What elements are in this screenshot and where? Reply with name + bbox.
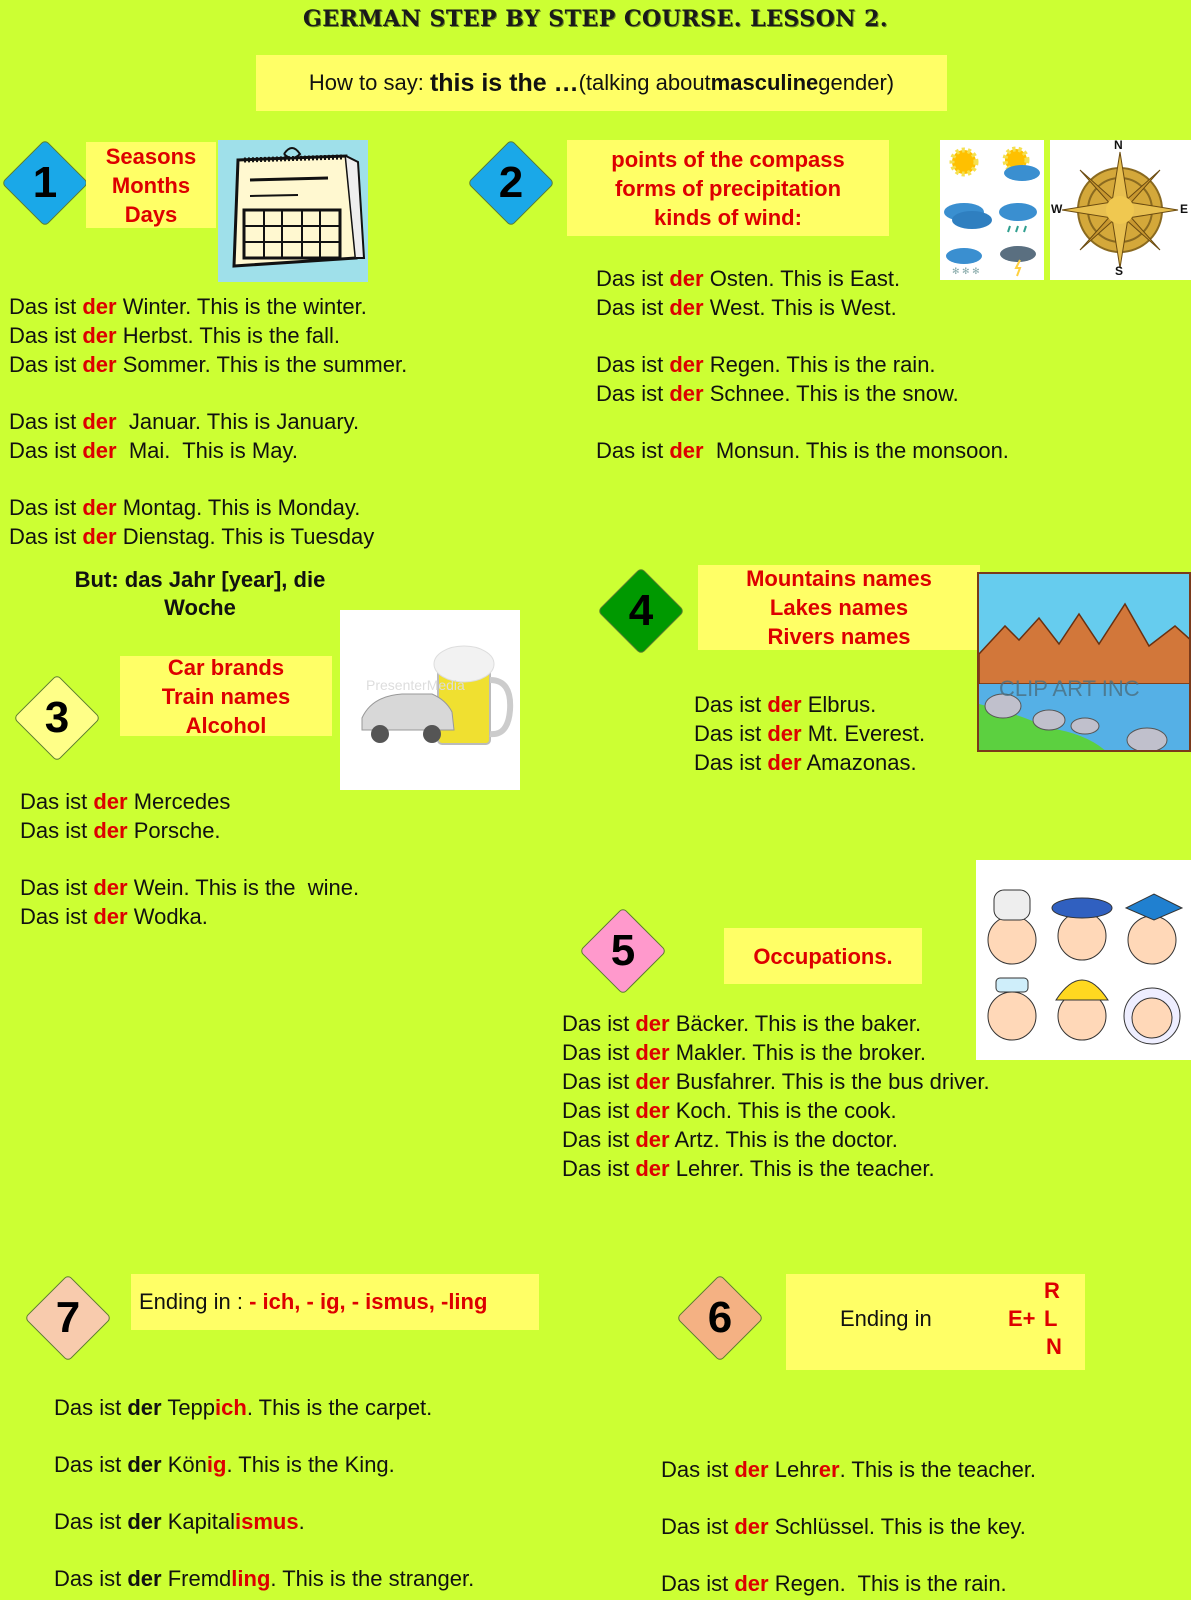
example-line: Das ist der Koch. This is the cook. [562,1098,897,1123]
section-1-examples [9,292,407,551]
example-line: Das ist der Bäcker. This is the baker. [562,1011,922,1036]
section-number: 3 [44,693,70,742]
example-line: Das ist der Winter. This is the winter. [9,294,367,319]
example-line: Das ist der Lehrer. This is the teacher. [661,1457,1037,1482]
example-line: Das ist der Amazonas. [694,750,917,775]
example-line: Das ist der Porsche. [20,818,221,843]
section-5-examples [562,1009,990,1183]
section-number: 4 [628,586,654,635]
compass-label-w: W [1051,202,1063,216]
car-beer-crash-image [340,610,520,790]
example-line: Das ist der Regen. This is the rain. [661,1571,1007,1596]
page-title: GERMAN STEP BY STEP COURSE. LESSON 2. [302,6,889,32]
subtitle-gender: masculine [710,70,819,95]
heading-months: Months [111,172,191,198]
watermark: PresenterMedia [366,677,465,693]
section-3-heading: Car brands Train names Alcohol [120,656,332,736]
firefighter-face [1056,980,1108,1040]
section-1-badge [0,138,90,228]
example-line: Das ist der Dienstag. This is Tuesday [9,524,375,549]
example-line: Das ist der Kapitalismus. [54,1509,305,1534]
weather-icons [940,140,1044,280]
section-4-examples [694,690,925,777]
example-line: Das ist der Mt. Everest. [694,721,926,746]
example-line: Das ist der Monsun. This is the monsoon. [596,438,1009,463]
heading-seasons: Seasons [105,143,197,169]
example-line: Das ist der Wein. This is the wine. [20,875,360,900]
compass-label-e: E [1180,202,1189,216]
example-line: Das ist der Mai. This is May. [9,438,298,463]
graduate-face [1126,894,1182,964]
section-2-heading: points of the compass forms of precipitation kinds of wind: [567,140,889,236]
subtitle-box [256,55,947,111]
section-number: 7 [55,1293,81,1342]
example-line: Das ist der Sommer. This is the summer. [9,352,408,377]
astronaut-face [1124,988,1180,1044]
example-line: Das ist der Schnee. This is the snow. [596,381,959,406]
section-5-badge [578,906,668,996]
section-7-heading: Ending in : - ich, - ig, - ismus, -ling [131,1274,539,1330]
section-7-badge [23,1273,113,1363]
example-line: Das ist der Lehrer. This is the teacher. [562,1156,935,1181]
example-line: Das ist der West. This is West. [596,295,897,320]
example-line: Das ist der Regen. This is the rain. [596,352,936,377]
example-line: Das ist der Makler. This is the broker. [562,1040,926,1065]
compass-label-s: S [1115,264,1124,278]
example-line: Das ist der Montag. This is Monday. [9,495,361,520]
section-6-heading: Ending in E+ R L N [786,1274,1085,1370]
section-number: 6 [707,1293,733,1342]
section-6-badge [675,1273,765,1363]
section-4-badge [596,566,686,656]
example-line: Das ist der Osten. This is East. [596,266,901,291]
section-1-heading [86,142,216,228]
example-line: Das ist der Fremdling. This is the stranger. [54,1566,475,1591]
example-line: Das ist der König. This is the King. [54,1452,395,1477]
subtitle-suffix: gender) [818,70,895,95]
police-face [1052,898,1112,960]
section-4-heading: Mountains names Lakes names Rivers names [698,565,980,650]
section-2-badge [466,138,556,228]
section-1-exception-note: But: das Jahr [year], die Woche [74,567,326,620]
example-line: Das ist der Herbst. This is the fall. [9,323,340,348]
example-line: Das ist der Elbrus. [694,692,877,717]
section-7-examples [54,1393,474,1593]
example-line: Das ist der Artz. This is the doctor. [562,1127,898,1152]
subtitle-prefix: How to say: [308,70,424,95]
example-line: Das ist der Mercedes [20,789,231,814]
example-line: Das ist der Busfahrer. This is the bus driver. [562,1069,990,1094]
nurse-face [988,978,1036,1040]
section-3-examples [20,787,359,931]
chef-face [988,890,1036,964]
section-number: 5 [610,926,636,975]
example-line: Das ist der Schlüssel. This is the key. [661,1514,1026,1539]
svg-text:✻ ✻ ✻: ✻ ✻ ✻ [952,266,980,276]
occupation-faces-image [976,860,1191,1060]
example-line: Das ist der Teppich. This is the carpet. [54,1395,433,1420]
example-line: Das ist der Wodka. [20,904,208,929]
section-number: 2 [498,158,524,207]
section-3-badge [12,673,102,763]
subtitle-phrase: this is the … [429,68,579,97]
compass-label-n: N [1114,138,1123,152]
subtitle-middle: (talking about [578,70,711,95]
section-number: 1 [32,158,58,207]
section-2-examples [596,264,1009,465]
compass-rose-icon [1050,140,1191,280]
mountain-lake-image [977,572,1191,752]
section-6-examples [661,1455,1036,1598]
example-line: Das ist der Januar. This is January. [9,409,360,434]
section-5-heading: Occupations. [724,928,922,984]
calendar-icon [218,140,368,282]
watermark: CLIP ART INC [999,676,1140,701]
heading-days: Days [124,201,178,227]
